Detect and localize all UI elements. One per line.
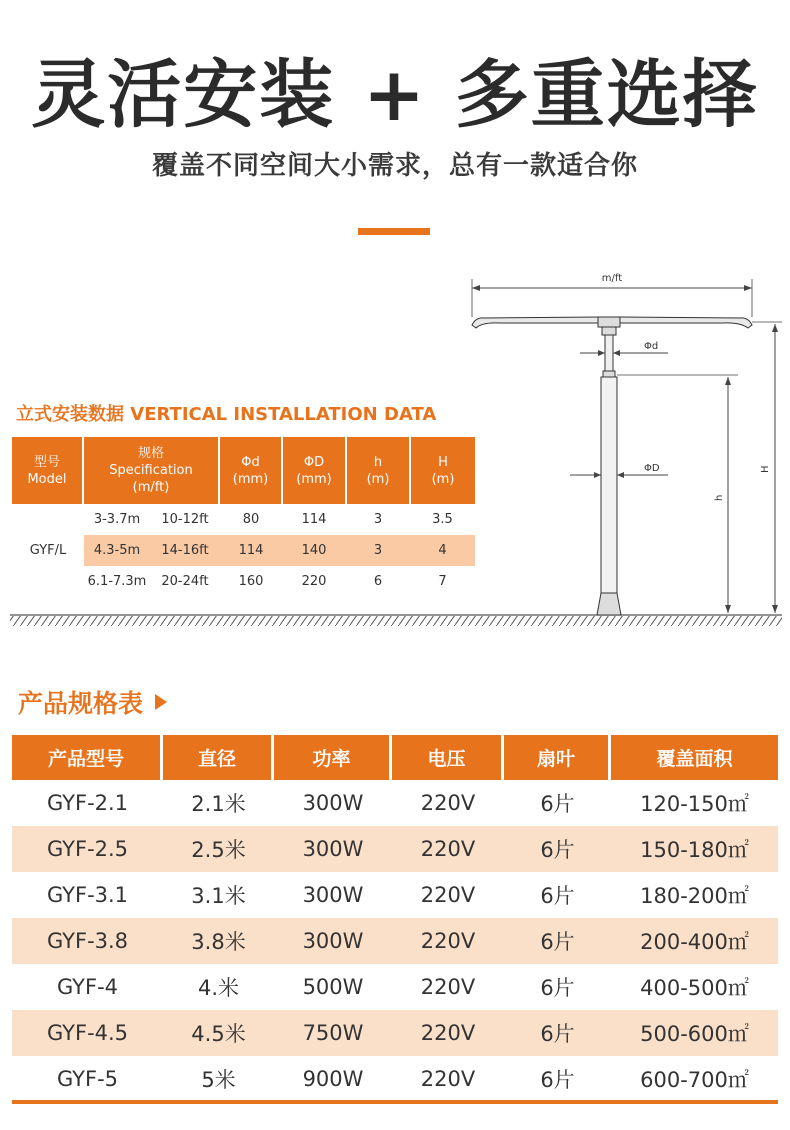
table-cell: 180-200㎡	[640, 884, 749, 908]
table-row	[12, 780, 778, 826]
table-cell: 500W	[302, 975, 364, 999]
table-cell: 600-700㎡	[640, 1068, 749, 1092]
product-spec-title: 产品规格表	[18, 684, 167, 720]
h-large-label: H	[760, 465, 771, 473]
table-cell: GYF-3.1	[46, 883, 129, 907]
table-cell: 5米	[201, 1068, 236, 1092]
header-diameter: 直径	[163, 735, 271, 780]
table-cell: 220V	[420, 1021, 476, 1045]
table-cell: 300W	[302, 791, 364, 815]
table-header	[12, 437, 475, 504]
header-coverage: 覆盖面积	[611, 735, 778, 780]
table-cell: 220V	[420, 837, 476, 861]
table-cell: 750W	[302, 1021, 364, 1045]
page-title: 灵活安装 + 多重选择	[31, 52, 759, 138]
table-cell: 220V	[420, 929, 476, 953]
table-cell: 3.1米	[191, 884, 246, 908]
table-cell: GYF-4	[56, 975, 119, 999]
triangle-right-icon	[155, 694, 167, 710]
table-cell: 300W	[302, 929, 364, 953]
table-row	[12, 1056, 778, 1102]
table-cell: 3.8米	[191, 930, 246, 954]
upper-pole	[605, 335, 613, 371]
table-cell: 400-500㎡	[640, 976, 749, 1000]
table-cell: GYF-3.8	[46, 929, 129, 953]
header-power: 功率	[274, 735, 389, 780]
table-cell: 2.1米	[191, 792, 246, 816]
h-small-label: h	[714, 494, 725, 501]
vertical-installation-table	[12, 437, 475, 597]
header-h-small: h (m)	[347, 437, 409, 504]
table-cell: 4.米	[197, 976, 240, 1000]
table-cell: 6片	[540, 1022, 575, 1046]
table-cell: GYF-2.1	[46, 791, 129, 815]
header-voltage: 电压	[392, 735, 501, 780]
vertical-installation-title: 立式安装数据 VERTICAL INSTALLATION DATA	[16, 404, 437, 425]
table-cell: 220V	[420, 791, 476, 815]
header-spec: 规格 Specification (m/ft)	[84, 437, 218, 504]
table-header	[12, 735, 778, 780]
table-bottom-border	[12, 1100, 778, 1104]
header-model: 型号 Model	[12, 437, 82, 504]
table-cell: 120-150㎡	[640, 792, 749, 816]
table-row: 6.1-7.3m 20-24ft 160 220 6 7	[87, 574, 447, 589]
table-cell: 6片	[540, 1068, 575, 1092]
header-h-large: H (m)	[411, 437, 475, 504]
table-cell: 6片	[540, 838, 575, 862]
table-cell: 200-400㎡	[640, 930, 749, 954]
header-d-large: ΦD (mm)	[283, 437, 345, 504]
table-cell: 220V	[420, 1067, 476, 1091]
table-cell: 220V	[420, 883, 476, 907]
header-d-small: Φd (mm)	[220, 437, 281, 504]
table-cell: 900W	[302, 1067, 364, 1091]
pole-base	[597, 593, 621, 615]
table-cell: 300W	[302, 837, 364, 861]
table-cell: 300W	[302, 883, 364, 907]
table-cell: GYF-4.5	[46, 1021, 129, 1045]
table-row	[12, 964, 778, 1010]
table-cell: 500-600㎡	[640, 1022, 749, 1046]
lower-pole	[601, 377, 617, 597]
span-label: m/ft	[601, 273, 623, 284]
table-cell: 6片	[540, 792, 575, 816]
ground-hatch	[10, 616, 782, 626]
table-row	[12, 918, 778, 964]
model-cell: GYF/L	[29, 543, 67, 558]
table-row	[12, 826, 778, 872]
diameter-large-label: ΦD	[644, 463, 660, 474]
table-cell: 4.5米	[191, 1022, 246, 1046]
table-cell: GYF-5	[56, 1067, 119, 1091]
product-spec-table	[12, 735, 778, 1102]
table-body	[12, 780, 778, 1102]
table-cell: GYF-2.5	[46, 837, 129, 861]
table-row	[12, 1010, 778, 1056]
page-subtitle: 覆盖不同空间大小需求，总有一款适合你	[151, 151, 638, 181]
header-model: 产品型号	[12, 735, 160, 780]
table-cell: 2.5米	[191, 838, 246, 862]
table-row: 4.3-5m 14-16ft 114 140 3 4	[84, 535, 475, 566]
diameter-small-label: Φd	[644, 341, 659, 352]
table-cell: 6片	[540, 930, 575, 954]
table-row: 3-3.7m 10-12ft 80 114 3 3.5	[93, 512, 453, 527]
table-cell: 6片	[540, 976, 575, 1000]
table-row	[12, 872, 778, 918]
table-cell: 6片	[540, 884, 575, 908]
table-cell: 150-180㎡	[640, 838, 749, 862]
header-blades: 扇叶	[504, 735, 608, 780]
fan-hub	[598, 317, 620, 327]
table-cell: 220V	[420, 975, 476, 999]
accent-divider	[358, 228, 430, 235]
